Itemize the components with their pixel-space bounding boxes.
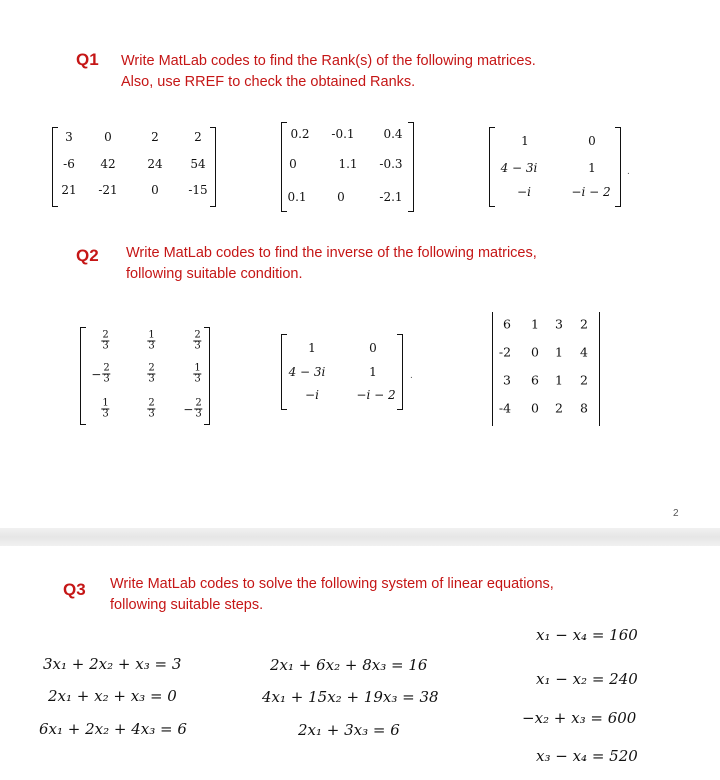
equation: −x₂ + x₃ = 600 <box>522 709 637 727</box>
q1-matrix-a <box>52 127 216 207</box>
q1-line2: Also, use RREF to check the obtained Ranks. <box>121 74 416 90</box>
fraction-cell: 2 3 <box>194 329 201 352</box>
q3-line1: Write MatLab codes to solve the following system of linear equations, <box>110 576 554 592</box>
equation: 4x₁ + 15x₂ + 19x₃ = 38 <box>262 688 439 706</box>
matrix-cell: 0 <box>289 157 297 171</box>
fraction-cell: 2 3 <box>148 362 155 385</box>
fraction-cell: 1 3 <box>148 329 155 352</box>
matrix-cell: 1.1 <box>338 157 358 171</box>
matrix-cell: -0.1 <box>331 127 355 141</box>
page-number: 2 <box>673 508 679 519</box>
matrix-cell: 3 <box>555 316 563 332</box>
q2-matrix-b <box>281 334 403 410</box>
matrix-cell: −i <box>517 185 531 199</box>
matrix-cell: -0.3 <box>379 157 403 171</box>
page-2 <box>0 546 720 780</box>
matrix-cell: 1 <box>531 316 539 332</box>
matrix-cell: -4 <box>498 400 512 416</box>
matrix-cell: 0 <box>369 341 377 355</box>
matrix-cell: 6 <box>503 316 511 332</box>
matrix-cell: 0 <box>151 183 159 197</box>
q1-line1: Write MatLab codes to find the Rank(s) of the following matrices. <box>121 53 536 69</box>
equation: 2x₁ + 6x₂ + 8x₃ = 16 <box>270 656 428 674</box>
matrix-cell: 2 <box>580 316 588 332</box>
fraction-cell: 2 3 <box>102 329 109 352</box>
matrix-cell: −i − 2 <box>571 185 611 199</box>
matrix-cell: 3 <box>65 130 73 144</box>
matrix-cell: -21 <box>98 183 118 197</box>
matrix-cell: 0 <box>588 134 596 148</box>
q2-line1: Write MatLab codes to find the inverse of the following matrices, <box>126 245 537 261</box>
matrix-cell: 2 <box>151 130 159 144</box>
matrix-cell: -2 <box>498 344 512 360</box>
matrix-cell: −i − 2 <box>356 388 396 402</box>
q1-instruction <box>121 51 536 93</box>
q3-instruction <box>110 574 554 616</box>
q2-label: Q2 <box>76 246 99 265</box>
matrix-cell: 1 <box>588 161 596 175</box>
matrix-cell: 0.2 <box>290 127 310 141</box>
matrix-cell: -2.1 <box>379 190 403 204</box>
matrix-cell: 0 <box>531 344 539 360</box>
matrix-cell: 1 <box>555 372 563 388</box>
q2-line2: following suitable condition. <box>126 266 303 282</box>
matrix-cell: 8 <box>580 400 588 416</box>
matrix-cell: 1 <box>369 365 377 379</box>
matrix-cell: 1 <box>555 344 563 360</box>
q2-instruction <box>126 243 537 285</box>
matrix-cell: 0 <box>104 130 112 144</box>
fraction-cell: − $\frac{2}{3}$ <box>183 397 202 420</box>
q1-matrix-c <box>489 127 621 207</box>
matrix-cell: 2 <box>555 400 563 416</box>
fraction-cell: − $\frac{2}{3}$ <box>91 362 110 385</box>
fraction-cell: 2 3 <box>148 397 155 420</box>
matrix-cell: -6 <box>63 157 75 171</box>
page-gap <box>0 528 720 546</box>
q3-label: Q3 <box>63 580 86 599</box>
period-mark: . <box>627 166 630 177</box>
matrix-cell: -15 <box>188 183 208 197</box>
matrix-cell: 1 <box>521 134 529 148</box>
q2-matrix-c <box>490 312 602 426</box>
fraction-cell: 1 3 <box>194 362 201 385</box>
q2-matrix-a <box>80 327 210 425</box>
matrix-cell: 4 − 3i <box>288 365 326 379</box>
equation: x₃ − x₄ = 520 <box>536 747 638 765</box>
q1-matrix-b <box>281 122 414 212</box>
matrix-cell: −i <box>305 388 319 402</box>
matrix-cell: 0.4 <box>383 127 403 141</box>
fraction-cell: 1 3 <box>102 397 109 420</box>
matrix-cell: 1 <box>308 341 316 355</box>
equation: 2x₁ + 3x₃ = 6 <box>298 721 400 739</box>
matrix-cell: 4 − 3i <box>500 161 538 175</box>
matrix-cell: 2 <box>580 372 588 388</box>
equation: 3x₁ + 2x₂ + x₃ = 3 <box>43 655 182 673</box>
matrix-cell: 2 <box>194 130 202 144</box>
matrix-cell: 24 <box>147 157 163 171</box>
equation: x₁ − x₄ = 160 <box>536 626 638 644</box>
matrix-cell: 0 <box>531 400 539 416</box>
equation: 6x₁ + 2x₂ + 4x₃ = 6 <box>39 720 187 738</box>
matrix-cell: 0 <box>337 190 345 204</box>
equation: 2x₁ + x₂ + x₃ = 0 <box>48 687 177 705</box>
q3-line2: following suitable steps. <box>110 597 264 613</box>
q1-label: Q1 <box>76 50 99 69</box>
matrix-cell: 4 <box>580 344 588 360</box>
matrix-cell: 6 <box>531 372 539 388</box>
equation: x₁ − x₂ = 240 <box>536 670 638 688</box>
matrix-cell: 21 <box>61 183 77 197</box>
matrix-cell: 0.1 <box>287 190 307 204</box>
matrix-cell: 42 <box>100 157 116 171</box>
matrix-cell: 3 <box>503 372 511 388</box>
matrix-cell: 54 <box>190 157 206 171</box>
period-mark: . <box>410 370 413 381</box>
